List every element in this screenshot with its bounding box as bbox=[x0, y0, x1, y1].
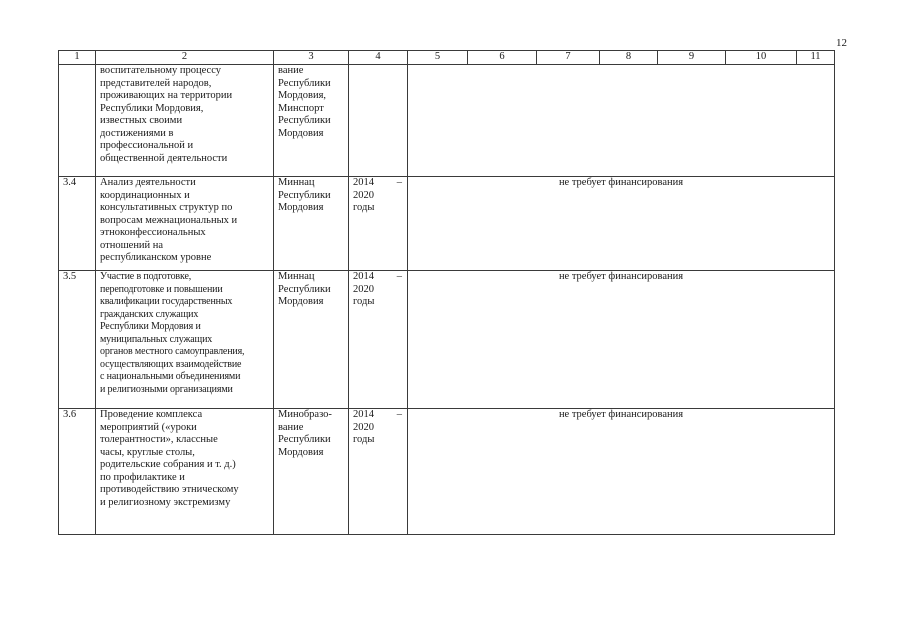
column-number: 3 bbox=[274, 51, 349, 65]
activity-description: Участие в подготовке, переподготовке и повышении квалификации государственных гражданских служащих Республики Мордовия и муниципальных служащих органов местного самоуправления, осуществляющих взаимодействие с национальными объединениями и религиозными организациями bbox=[96, 271, 274, 409]
financing-cell: не требует финансирования bbox=[408, 409, 835, 535]
table-row bbox=[59, 271, 835, 409]
period-cell bbox=[349, 65, 408, 177]
period-dash: – bbox=[396, 409, 402, 420]
column-number: 7 bbox=[537, 51, 600, 65]
period-dash: – bbox=[396, 177, 402, 188]
activity-description: Проведение комплекса мероприятий («уроки толерантности», классные часы, круглые столы, родительские собрания и т. д.) по профилактике и противодействию этническому и религиозному экстремизму bbox=[96, 409, 274, 535]
financing-cell bbox=[408, 65, 835, 177]
column-number: 8 bbox=[600, 51, 658, 65]
activity-description: Анализ деятельности координационных и консультативных структур по вопросам межнациональных и этноконфессиональных отношений на республиканском уровне bbox=[96, 177, 274, 271]
column-number: 2 bbox=[96, 51, 274, 65]
column-number: 4 bbox=[349, 51, 408, 65]
activity-number: 3.5 bbox=[59, 271, 96, 409]
activity-number: 3.6 bbox=[59, 409, 96, 535]
executor-cell: Миннац Республики Мордовия bbox=[274, 177, 349, 271]
period-dash: – bbox=[396, 271, 402, 282]
period-years: 2014 2020 годы bbox=[353, 409, 375, 445]
activity-description: воспитательному процессу представителей народов, проживающих на территории Республики Мордовия, известных своими достижениями в профессиональной и общественной деятельности bbox=[96, 65, 274, 177]
table-row bbox=[59, 409, 835, 535]
period-cell bbox=[349, 409, 408, 535]
period-years: 2014 2020 годы bbox=[353, 271, 375, 307]
period-years: 2014 2020 годы bbox=[353, 177, 375, 213]
table-row bbox=[59, 177, 835, 271]
column-number: 5 bbox=[408, 51, 468, 65]
period-cell bbox=[349, 177, 408, 271]
column-number: 1 bbox=[59, 51, 96, 65]
page-number: 12 bbox=[836, 37, 847, 49]
activity-number: 3.4 bbox=[59, 177, 96, 271]
financing-cell: не требует финансирования bbox=[408, 271, 835, 409]
table-row bbox=[59, 65, 835, 177]
column-number: 9 bbox=[658, 51, 726, 65]
period-cell bbox=[349, 271, 408, 409]
column-number: 11 bbox=[797, 51, 835, 65]
executor-cell: вание Республики Мордовия, Минспорт Республики Мордовия bbox=[274, 65, 349, 177]
column-number: 6 bbox=[468, 51, 537, 65]
program-activities-table bbox=[58, 50, 835, 535]
financing-cell: не требует финансирования bbox=[408, 177, 835, 271]
activity-number bbox=[59, 65, 96, 177]
executor-cell: Миннац Республики Мордовия bbox=[274, 271, 349, 409]
column-number-row bbox=[59, 51, 835, 65]
column-number: 10 bbox=[726, 51, 797, 65]
executor-cell: Минобразо- вание Республики Мордовия bbox=[274, 409, 349, 535]
